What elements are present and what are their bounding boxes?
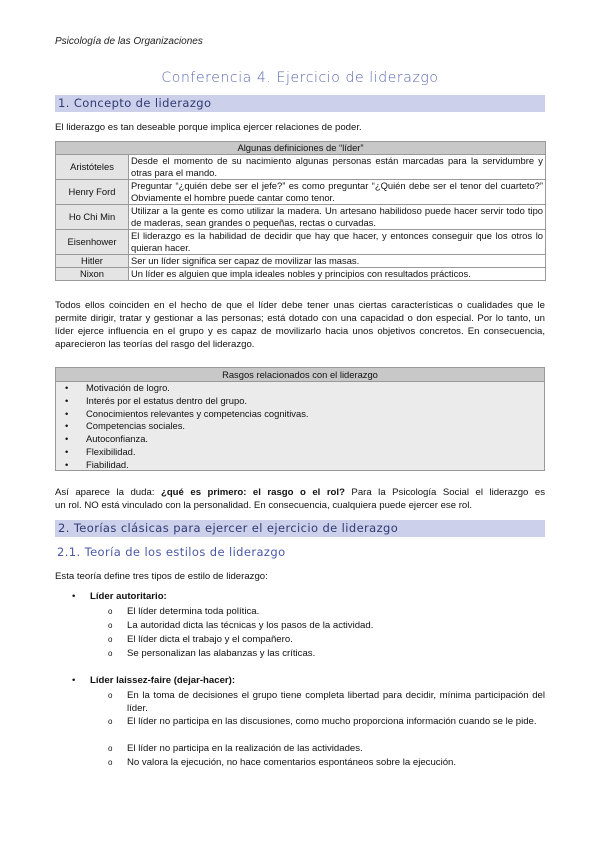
- traits-box-caption: Rasgos relacionados con el liderazgo: [56, 368, 544, 382]
- table-row: [56, 255, 546, 268]
- section-heading-1: 1. Concepto de liderazgo: [55, 95, 545, 112]
- circle-bullet-icon: o: [108, 635, 113, 644]
- style-label: Líder laissez-faire (dejar-hacer):: [90, 675, 236, 686]
- list-item: • Motivación de logro.: [65, 382, 170, 393]
- list-item: o Se personalizan las alabanzas y las críticas.: [108, 648, 316, 659]
- list-item: • Flexibilidad.: [65, 445, 136, 457]
- bullet-icon: •: [65, 394, 69, 406]
- table-cell-definition: Un líder es alguien que impla ideales nobles y principios con resultados prácticos.: [129, 268, 546, 281]
- circle-bullet-icon: o: [108, 717, 113, 726]
- definitions-table: [55, 141, 546, 281]
- table-cell-author: Nixon: [56, 268, 129, 281]
- circle-bullet-icon: o: [108, 607, 113, 616]
- bullet-icon: •: [65, 407, 69, 419]
- table-row: [56, 205, 546, 230]
- section2-intro: Esta teoría define tres tipos de estilo de liderazgo:: [55, 571, 268, 582]
- table-cell-definition: Ser un líder significa ser capaz de movilizar las masas.: [129, 255, 546, 268]
- table-cell-author: Ho Chi Min: [56, 205, 129, 230]
- running-header: Psicología de las Organizaciones: [55, 36, 203, 47]
- traits-list: [56, 382, 544, 472]
- table-cell-author: Hitler: [56, 255, 129, 268]
- document-title: Conferencia 4. Ejercicio de liderazgo: [161, 70, 439, 86]
- bullet-icon: •: [65, 433, 69, 445]
- table-row: [56, 180, 546, 205]
- style-label: Líder autoritario:: [90, 591, 167, 602]
- table-cell-definition: Utilizar a la gente es como utilizar la madera. Un artesano habilidoso puede hacer servir todo tipo de maderas, sean grandes o pequeñas, rectas o curvadas.: [129, 205, 546, 230]
- list-item: o En la toma de decisiones el grupo tiene completa libertad para decidir, mínima participación del líder.: [108, 690, 545, 714]
- circle-bullet-icon: o: [108, 621, 113, 630]
- circle-bullet-icon: o: [108, 758, 113, 767]
- table-cell-definition: Preguntar “¿quién debe ser el jefe?” es como preguntar “¿Quién debe ser el tenor del cuarteto?” Obviamente el hombre puede cantar como tenor.: [129, 180, 546, 205]
- key-question: ¿qué es primero: el rasgo o el rol?: [160, 487, 345, 498]
- table-cell-definition: El liderazgo es la habilidad de decidir que hay que hacer, y entonces conseguir que los otros lo quieran hacer.: [129, 230, 546, 255]
- list-item: • Competencias sociales.: [65, 420, 186, 432]
- list-item: o No valora la ejecución, no hace comentarios espontáneos sobre la ejecución.: [108, 757, 457, 768]
- table-cell-author: Eisenhower: [56, 230, 129, 255]
- traits-theory-paragraph: Todos ellos coinciden en el hecho de que el líder debe tener unas ciertas características o cualidades que le permite dirigir, tratar y gestionar a las personas; está dotado con una capacidad o don especial. Por lo tanto, un líder ejerce influencia en el grupo y es capaz de movilizarlo hacia unos objetivos concretos. En consecuencia, aparecieron las teorías del rasgo del liderazgo.: [55, 300, 545, 350]
- list-item: • Interés por el estatus dentro del grupo.: [65, 394, 248, 406]
- list-item: o El líder determina toda política.: [108, 606, 260, 617]
- subsection-heading: 2.1. Teoría de los estilos de liderazgo: [57, 545, 286, 559]
- bullet-icon: •: [65, 420, 69, 432]
- section1-intro: El liderazgo es tan deseable porque implica ejercer relaciones de poder.: [55, 122, 362, 133]
- bullet-icon: •: [65, 458, 69, 470]
- circle-bullet-icon: o: [108, 691, 113, 700]
- doubt-paragraph: [55, 486, 545, 512]
- circle-bullet-icon: o: [108, 649, 113, 658]
- list-item: o El líder no participa en las discusiones, como mucho proporciona información cuando se le pide.: [108, 716, 537, 727]
- list-item: o El líder dicta el trabajo y el compañero.: [108, 634, 293, 645]
- list-item: o La autoridad dicta las técnicas y los pasos de la actividad.: [108, 620, 374, 631]
- list-item: • Autoconfianza.: [65, 433, 149, 445]
- doubt-line-2: un rol. NO está vinculado con la personalidad. En consecuencia, cualquiera puede ejercer ese rol.: [55, 500, 473, 511]
- traits-box: [55, 367, 545, 471]
- table-row: [56, 230, 546, 255]
- table-row: [56, 155, 546, 180]
- doubt-line-1: Así aparece la duda: ¿qué es primero: el rasgo o el rol? Para la Psicología Social el liderazgo es: [55, 487, 545, 498]
- bullet-icon: •: [72, 675, 76, 686]
- table-cell-author: Henry Ford: [56, 180, 129, 205]
- list-item: • Conocimientos relevantes y competencias cognitivas.: [65, 407, 309, 419]
- table-row: [56, 268, 546, 281]
- table-cell-definition: Desde el momento de su nacimiento algunas personas están marcadas para la servidumbre y otras para el mando.: [129, 155, 546, 180]
- definitions-table-caption: Algunas definiciones de “líder”: [56, 142, 546, 155]
- section-heading-2: 2. Teorías clásicas para ejercer el ejercicio de liderazgo: [55, 520, 545, 537]
- table-cell-author: Aristóteles: [56, 155, 129, 180]
- bullet-icon: •: [72, 591, 76, 602]
- bullet-icon: •: [65, 445, 69, 457]
- circle-bullet-icon: o: [108, 744, 113, 753]
- bullet-icon: •: [65, 382, 69, 393]
- list-item: • Fiabilidad.: [65, 458, 129, 470]
- list-item: o El líder no participa en la realización de las actividades.: [108, 743, 363, 754]
